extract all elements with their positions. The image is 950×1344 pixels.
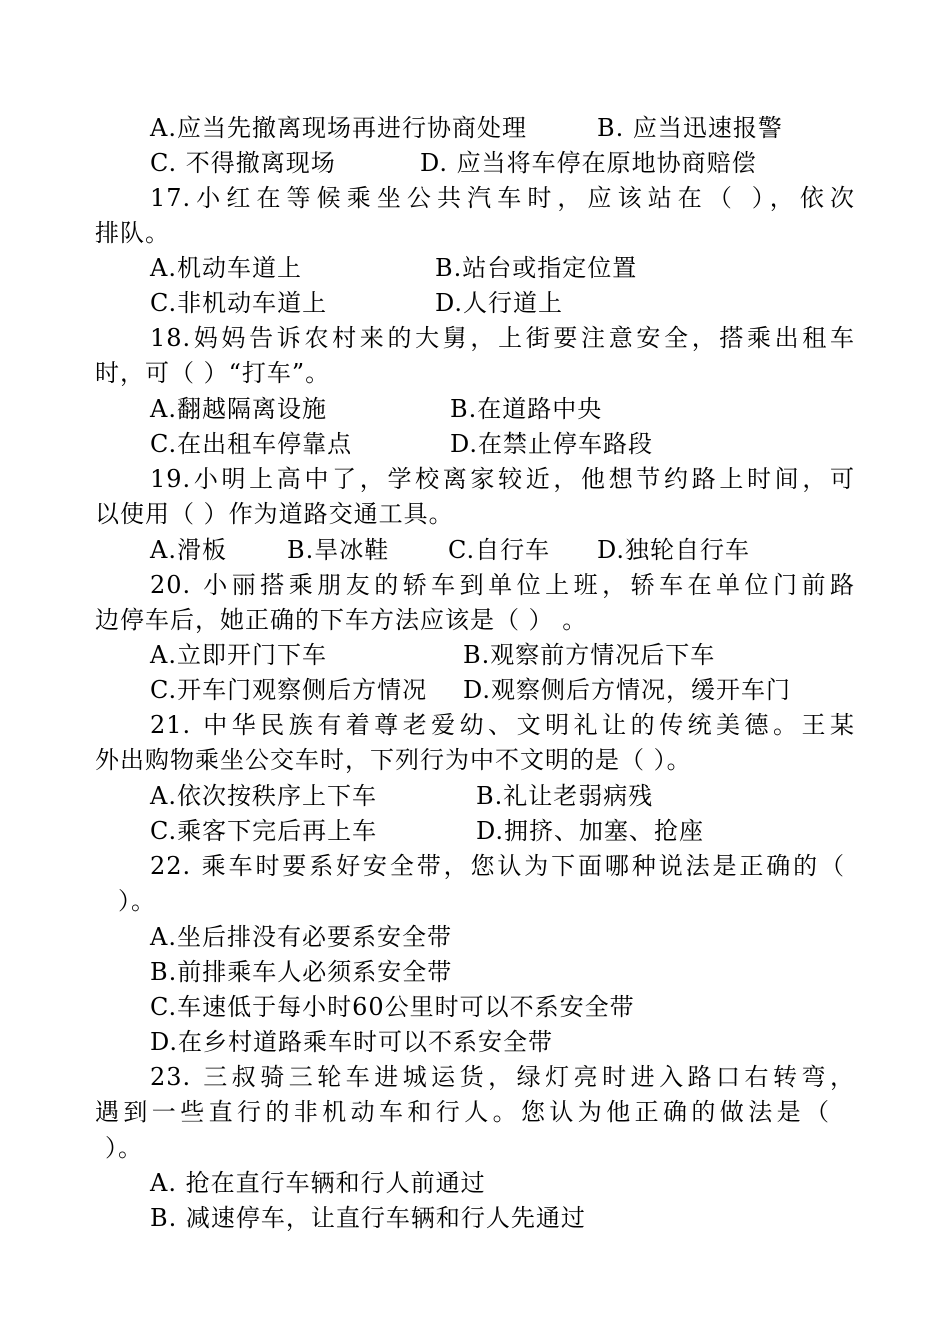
question-22-cont: ）。	[118, 887, 156, 915]
question-19-cont: 以使用（ ）作为道路交通工具。	[95, 500, 454, 528]
question-20-cont: 边停车后，她正确的下车方法应该是（ ） 。	[95, 606, 588, 634]
question-19: 19.小明上高中了，学校离家较近，他想节约路上时间，可	[150, 465, 855, 493]
option-line: A.滑板	[150, 536, 227, 564]
option-line: D.在乡村道路乘车时可以不系安全带	[150, 1028, 554, 1056]
option-line: A.依次按秩序上下车	[150, 782, 377, 810]
question-17: 17.小红在等候乘坐公共汽车时，应该站在（ ），依次	[150, 184, 855, 212]
option-line: D.拥挤、加塞、抢座	[476, 817, 705, 845]
option-line: B.前排乘车人必须系安全带	[150, 958, 453, 986]
question-21-cont: 外出购物乘坐公交车时，下列行为中不文明的是（ ）。	[95, 746, 692, 774]
option-line: A.应当先撤离现场再进行协商处理	[150, 114, 527, 142]
option-line: B.在道路中央	[450, 395, 603, 423]
option-line: C.自行车	[448, 536, 551, 564]
option-line: D.在禁止停车路段	[450, 430, 654, 458]
question-18: 18.妈妈告诉农村来的大舅，上街要注意安全，搭乘出租车	[150, 324, 855, 352]
option-line: A.机动车道上	[150, 254, 302, 282]
option-line: A. 抢在直行车辆和行人前通过	[150, 1169, 486, 1197]
option-line: B.观察前方情况后下车	[463, 641, 716, 669]
option-line: C.非机动车道上	[150, 289, 328, 317]
option-line: C.开车门观察侧后方情况	[150, 676, 428, 704]
option-line: B. 减速停车，让直行车辆和行人先通过	[150, 1204, 586, 1232]
option-line: C.乘客下完后再上车	[150, 817, 378, 845]
option-line: A.立即开门下车	[150, 641, 327, 669]
question-22: 22. 乘车时要系好安全带，您认为下面哪种说法是正确的（	[150, 852, 845, 880]
option-line: B. 应当迅速报警	[597, 114, 783, 142]
option-line: A.翻越隔离设施	[150, 395, 327, 423]
option-line: C. 不得撤离现场	[150, 149, 336, 177]
question-17-cont: 排队。	[95, 219, 170, 247]
option-line: B.礼让老弱病残	[476, 782, 654, 810]
question-21: 21. 中华民族有着尊老爱幼、文明礼让的传统美德。王某	[150, 711, 855, 739]
question-18-cont: 时，可（ ）“打车”。	[95, 359, 331, 387]
option-line: C.车速低于每小时60公里时可以不系安全带	[150, 993, 635, 1021]
option-line: D.独轮自行车	[597, 536, 751, 564]
option-line: B.旱冰鞋	[287, 536, 390, 564]
option-line: D. 应当将车停在原地协商赔偿	[420, 149, 757, 177]
option-line: B.站台或指定位置	[435, 254, 638, 282]
question-23-cont: ）。	[105, 1134, 143, 1162]
option-line: D.人行道上	[435, 289, 564, 317]
question-20: 20. 小丽搭乘朋友的轿车到单位上班，轿车在单位门前路	[150, 571, 855, 599]
question-23-cont: 遇到一些直行的非机动车和行人。您认为他正确的做法是（	[95, 1098, 830, 1126]
option-line: D.观察侧后方情况，缓开车门	[463, 676, 792, 704]
question-23: 23. 三叔骑三轮车进城运货，绿灯亮时进入路口右转弯，	[150, 1063, 855, 1091]
option-line: C.在出租车停靠点	[150, 430, 353, 458]
option-line: A.坐后排没有必要系安全带	[150, 923, 452, 951]
